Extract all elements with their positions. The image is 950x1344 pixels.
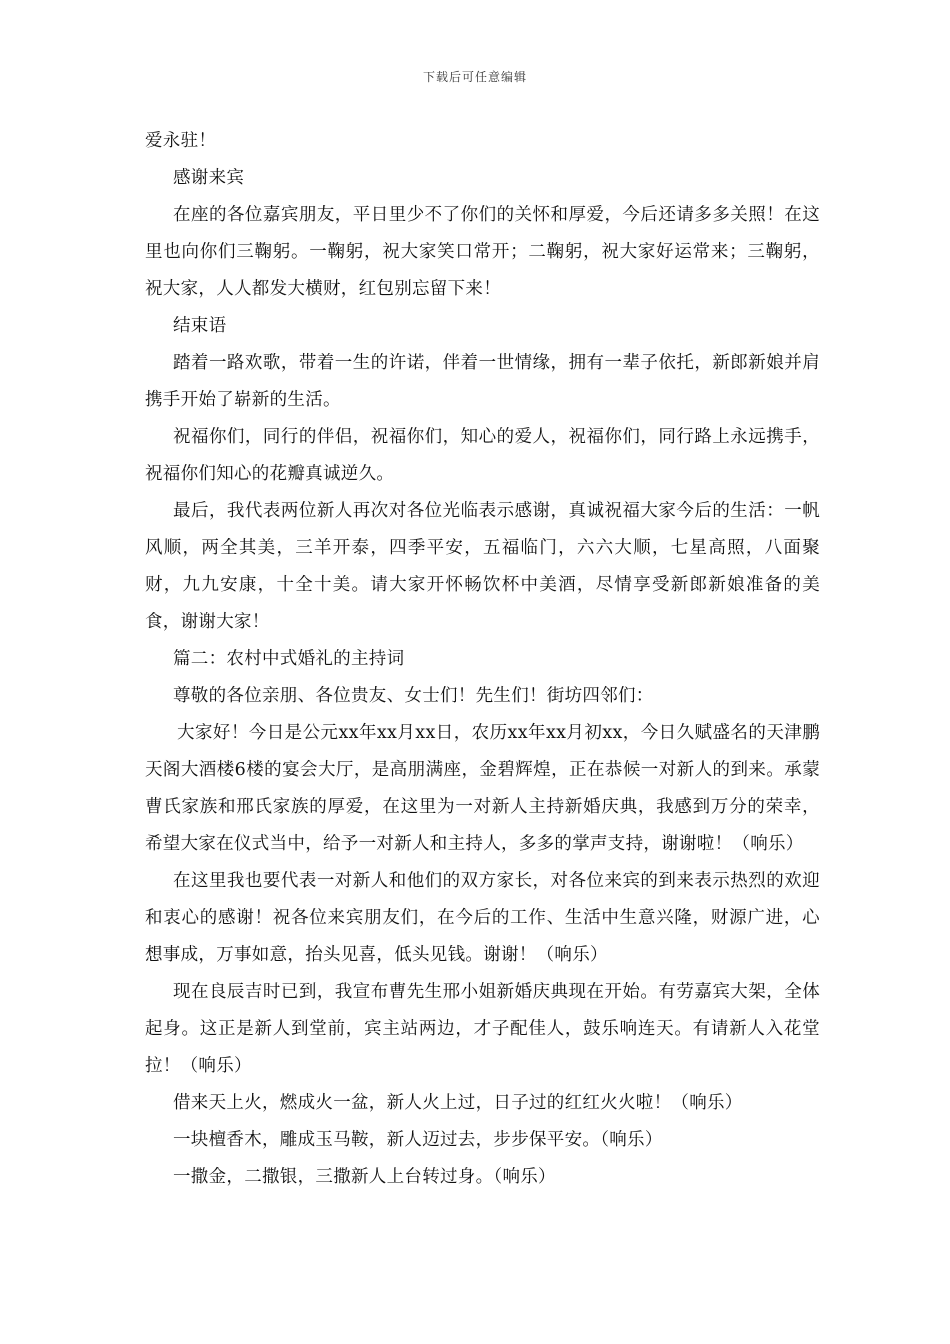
paragraph: 一撒金，二撒银，三撒新人上台转过身。（响乐） bbox=[173, 1167, 556, 1187]
paragraph: 一块檀香木，雕成玉马鞍，新人迈过去，步步保平安。（响乐） bbox=[173, 1130, 663, 1150]
paragraph: 在座的各位嘉宾朋友，平日里少不了你们的关怀和厚爱，今后还请多多关照！在这里也向你们三鞠躬。一鞠躬，祝大家笑口常开；二鞠躬，祝大家好运常来；三鞠躬，祝大家，人人都发大横财，红包别忘留下来！ bbox=[145, 205, 820, 299]
paragraph: 祝福你们，同行的伴侣，祝福你们，知心的爱人，祝福你们，同行路上永远携手，祝福你们知心的花瓣真诚逆久。 bbox=[145, 427, 820, 484]
paragraph: 借来天上火，燃成火一盆，新人火上过，日子过的红红火火啦！（响乐） bbox=[173, 1093, 743, 1113]
paragraph: 最后，我代表两位新人再次对各位光临表示感谢，真诚祝福大家今后的生活：一帆风顺，两全其美，三羊开泰，四季平安，五福临门，六六大顺，七星高照，八面聚财，九九安康，十全十美。请大家开怀畅饮杯中美酒，尽情享受新郎新娘准备的美食，谢谢大家！ bbox=[145, 501, 820, 632]
document-body bbox=[145, 123, 820, 1196]
paragraph: 爱永驻！ bbox=[145, 131, 217, 151]
section-heading: 感谢来宾 bbox=[173, 168, 245, 188]
paragraph: 在这里我也要代表一对新人和他们的双方家长，对各位来宾的到来表示热烈的欢迎和衷心的感谢！祝各位来宾朋友们，在今后的工作、生活中生意兴隆，财源广进，心想事成，万事如意，抬头见喜，低头见钱。谢谢！（响乐） bbox=[145, 871, 820, 965]
paragraph: 踏着一路欢歌，带着一生的许诺，伴着一世情缘，拥有一辈子依托，新郎新娘并肩携手开始了崭新的生活。 bbox=[145, 353, 820, 410]
section-heading: 篇二：农村中式婚礼的主持词 bbox=[173, 649, 405, 669]
paragraph: 大家好！今日是公元xx年xx月xx日，农历xx年xx月初xx，今日久赋盛名的天津鹏天阁大酒楼6楼的宴会大厅，是高朋满座，金碧辉煌，正在恭候一对新人的到来。承蒙曹氏家族和邢氏家族的厚爱，在这里为一对新人主持新婚庆典，我感到万分的荣幸，希望大家在仪式当中，给予一对新人和主持人，多多的掌声支持，谢谢啦！（响乐） bbox=[145, 723, 820, 854]
section-heading: 结束语 bbox=[173, 316, 227, 336]
page-header-note: 下载后可任意编辑 bbox=[422, 70, 527, 84]
paragraph: 尊敬的各位亲朋、各位贵友、女士们！先生们！街坊四邻们： bbox=[173, 686, 654, 706]
paragraph: 现在良辰吉时已到，我宣布曹先生邢小姐新婚庆典现在开始。有劳嘉宾大架，全体起身。这正是新人到堂前，宾主站两边，才子配佳人，鼓乐响连天。有请新人入花堂拉！（响乐） bbox=[145, 982, 820, 1076]
